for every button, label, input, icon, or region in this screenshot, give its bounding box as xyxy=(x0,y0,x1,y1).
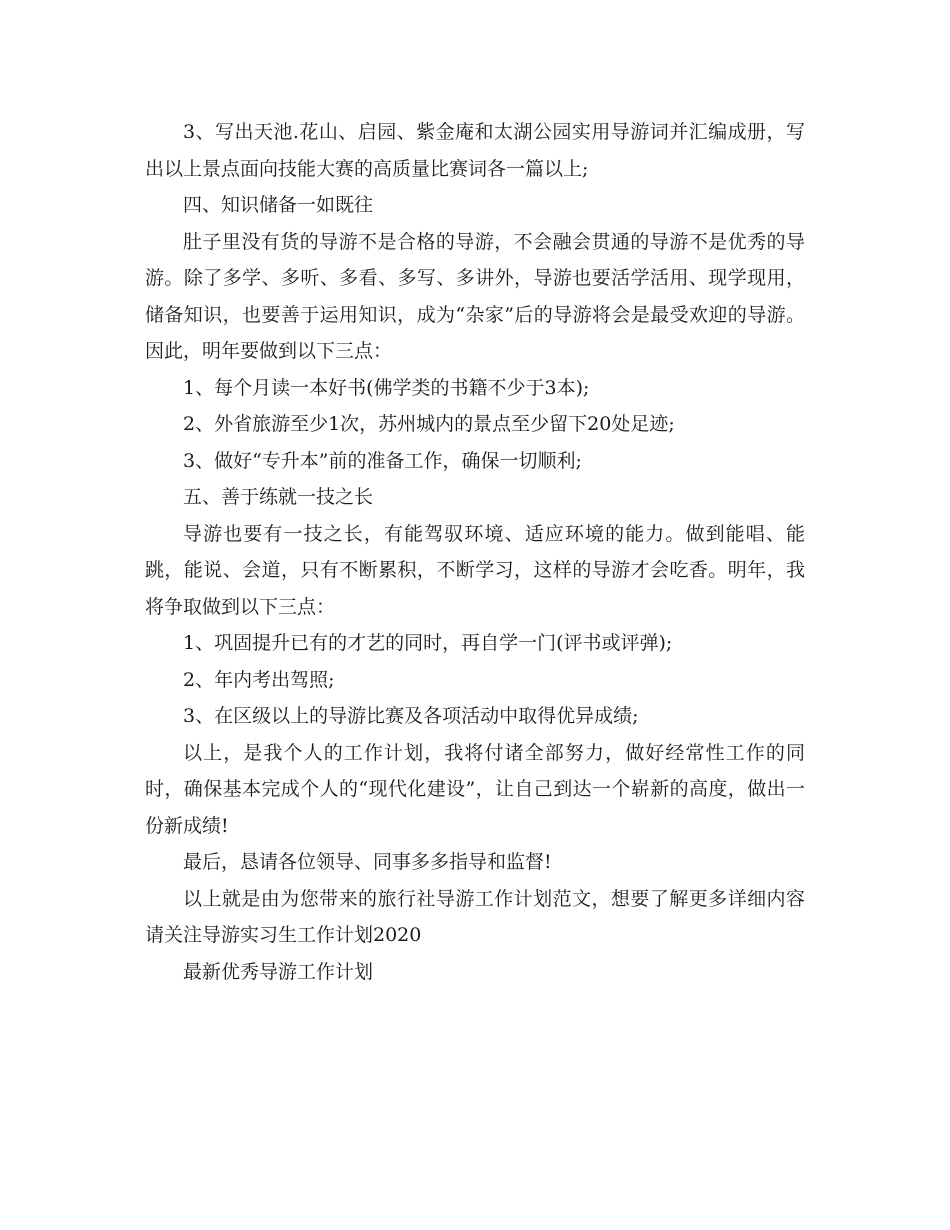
list-item-talent: 1、巩固提升已有的才艺的同时，再自学一门(评书或评弹); xyxy=(183,632,673,654)
list-item-driving-license: 2、年内考出驾照; xyxy=(183,668,335,691)
list-item-read-books: 1、每个月读一本好书(佛学类的书籍不少于3本); xyxy=(183,376,590,399)
paragraph-skills-body: 导游也要有一技之长，有能驾驭环境、适应环境的能力。做到能唱、能跳，能说、会道，只有不断累积，不断学习，这样的导游才会吃香。明年，我将争取做到以下三点： xyxy=(145,522,805,618)
list-item-travel: 2、外省旅游至少1次，苏州城内的景点至少留下20处足迹; xyxy=(183,413,675,435)
section-heading-knowledge: 四、知识储备一如既往 xyxy=(183,194,374,216)
paragraph-footer-note: 以上就是由为您带来的旅行社导游工作计划范文，想要了解更多详细内容请关注导游实习生工作计划2020 xyxy=(145,887,805,946)
paragraph-closing-request: 最后，恳请各位领导、同事多多指导和监督! xyxy=(183,851,552,873)
list-item-competitions: 3、在区级以上的导游比赛及各项活动中取得优异成绩; xyxy=(183,705,639,727)
paragraph-knowledge-body: 肚子里没有货的导游不是合格的导游，不会融会贯通的导游不是优秀的导游。除了多学、多听、多看、多写、多讲外，导游也要活学活用、现学现用，储备知识，也要善于运用知识，成为“杂家”后的导游将会是最受欢迎的导游。因此，明年要做到以下三点： xyxy=(145,230,805,362)
document-body xyxy=(145,114,805,990)
paragraph-item-3-scenic-guides: 3、写出天池.花山、启园、紫金庵和太湖公园实用导游词并汇编成册，写出以上景点面向技能大赛的高质量比赛词各一篇以上; xyxy=(145,121,805,180)
paragraph-conclusion: 以上，是我个人的工作计划，我将付诸全部努力，做好经常性工作的同时，确保基本完成个人的“现代化建设”，让自己到达一个崭新的高度，做出一份新成绩! xyxy=(145,741,805,837)
list-item-degree-prep: 3、做好“专升本”前的准备工作，确保一切顺利; xyxy=(183,449,582,472)
section-heading-skills: 五、善于练就一技之长 xyxy=(183,486,374,508)
paragraph-related-title: 最新优秀导游工作计划 xyxy=(183,960,374,983)
